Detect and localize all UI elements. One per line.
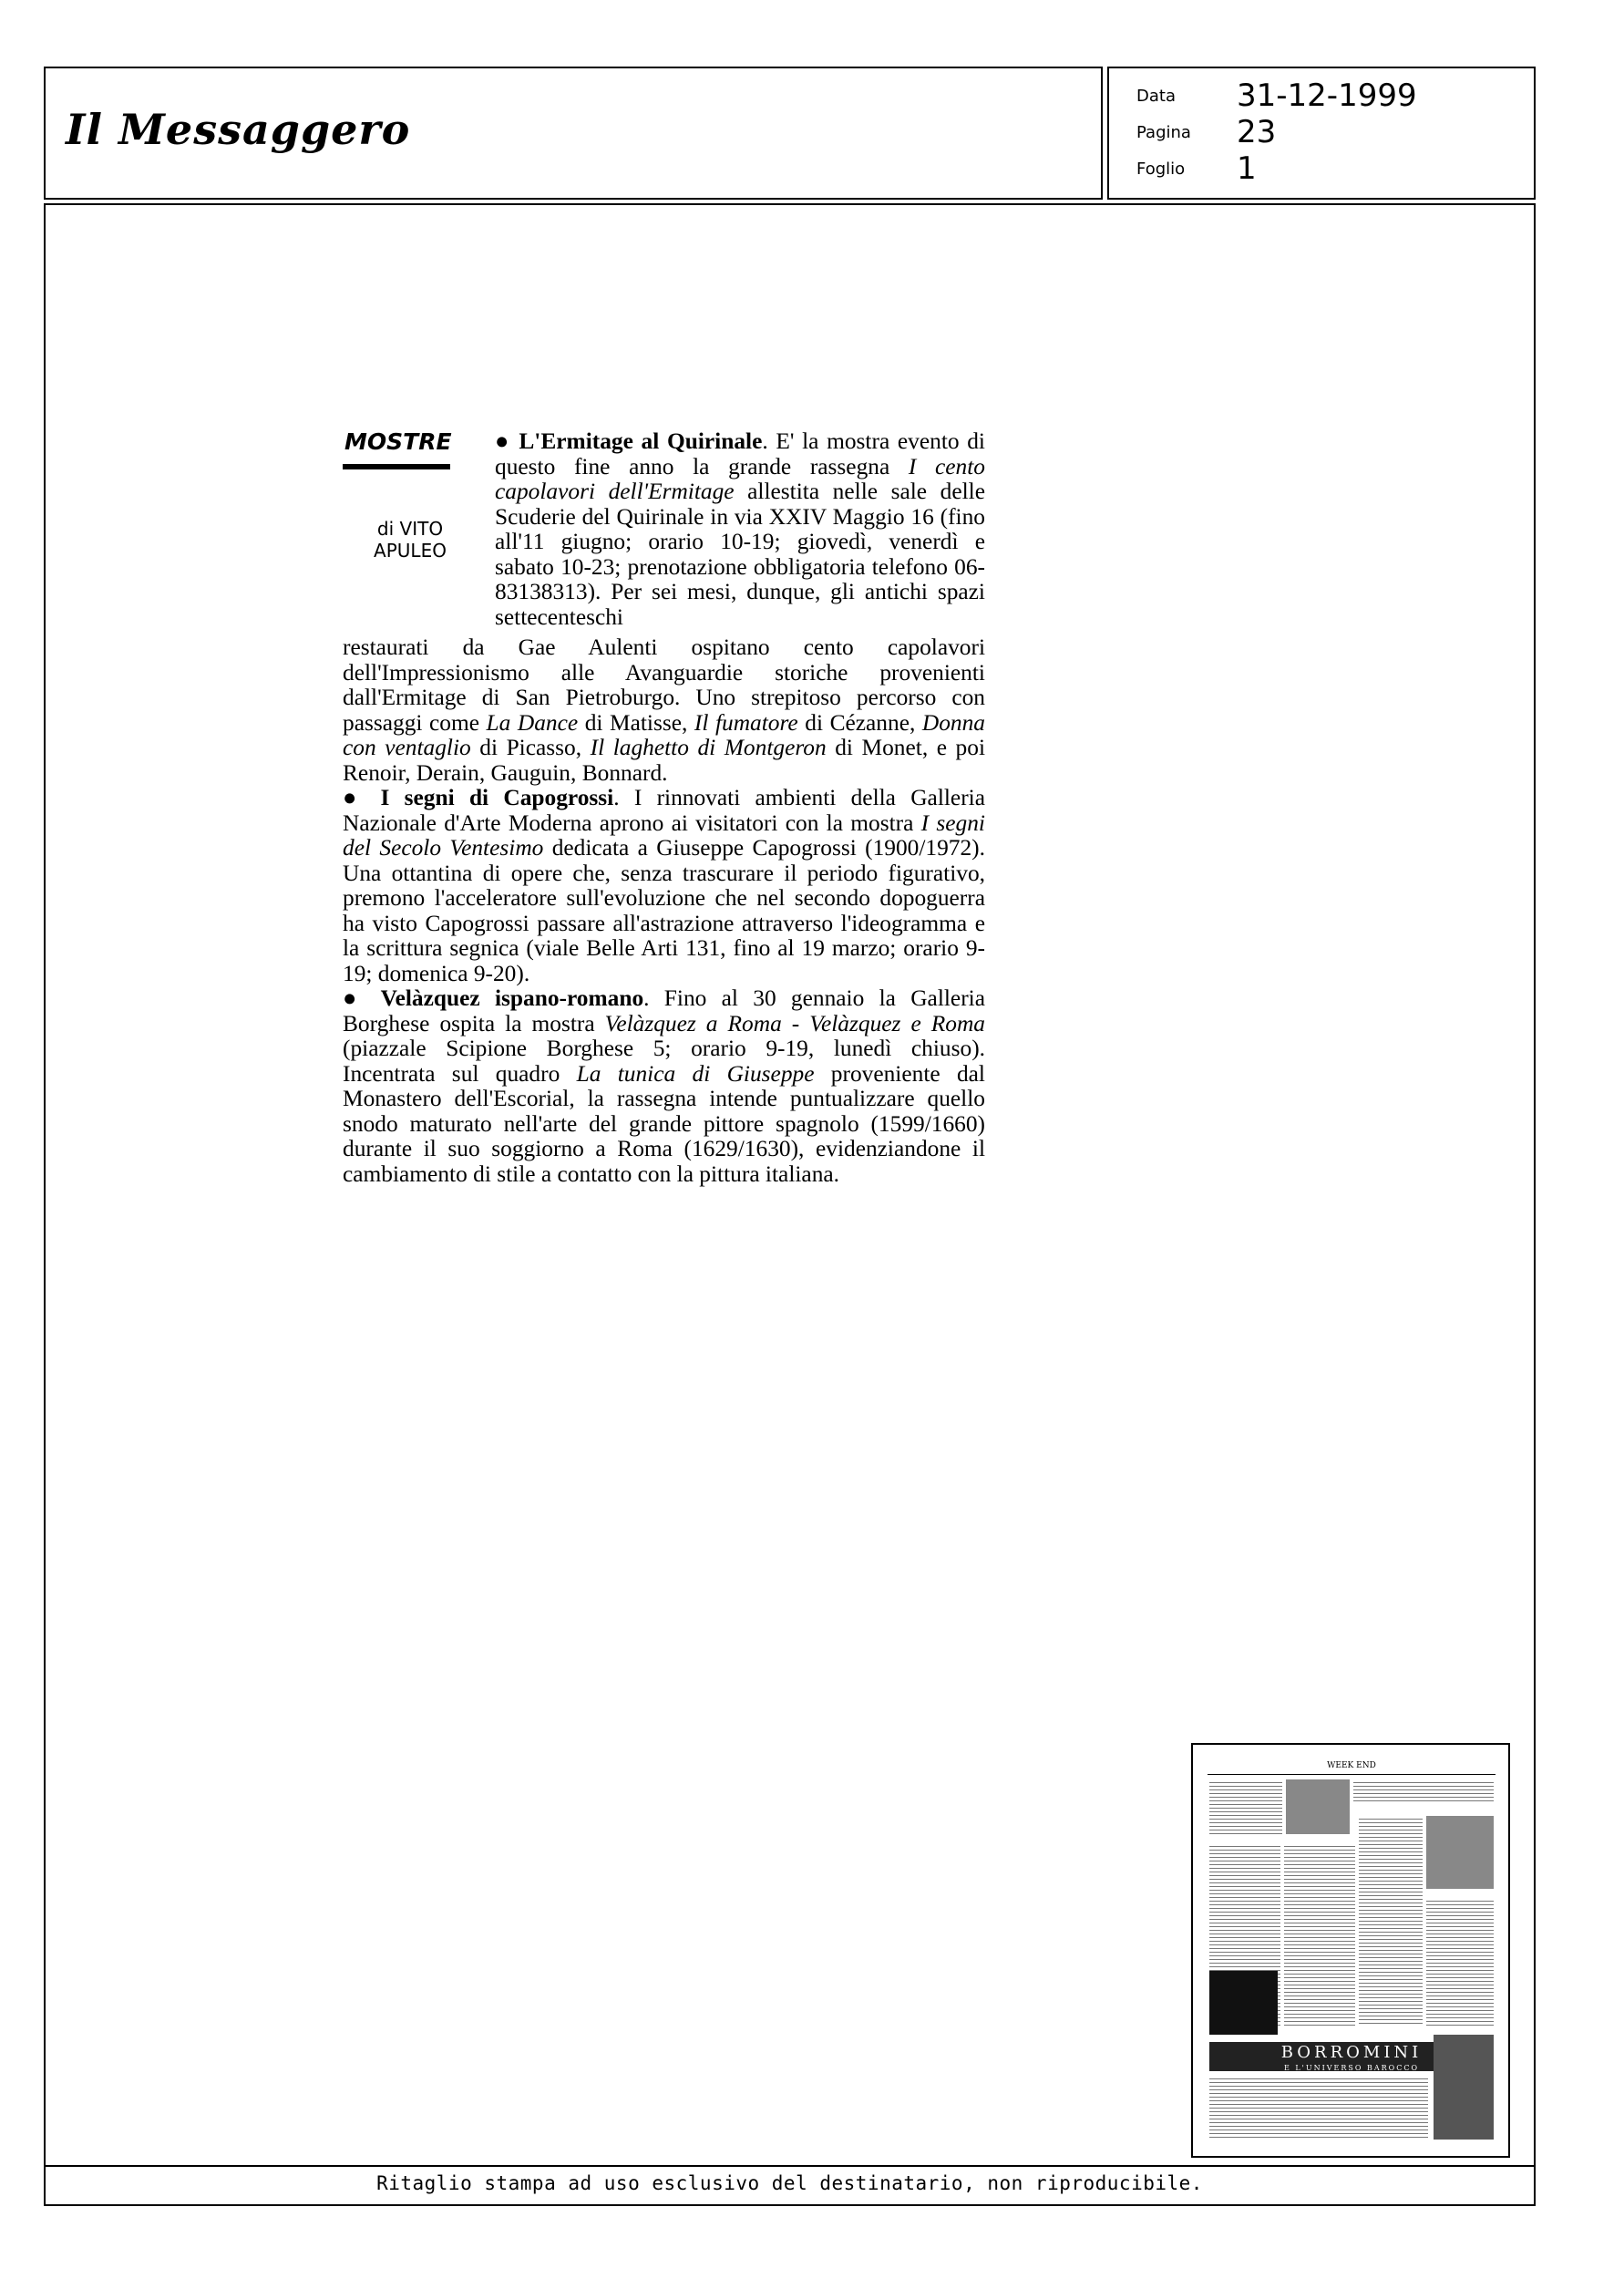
text-run: di Picasso, xyxy=(470,735,591,760)
thumbnail-header: WEEK END xyxy=(1208,1761,1496,1775)
paragraph-capogrossi xyxy=(343,786,985,986)
text-run: . E' la mostra evento di questo fine anno la grande rassegna xyxy=(495,428,985,480)
article-column-top xyxy=(495,429,985,630)
thumbnail-column xyxy=(1209,2076,1428,2140)
text-run: proveniente dal Monastero dell'Escorial, la rassegna intende puntualizzare quello snodo maturato nell'arte del grande pittore spagnolo (1599/1660) durante il suo soggiorno a Roma (1629/1630), evidenziandone il cambiamento di stile a contatto con la pittura italiana. xyxy=(343,1060,985,1187)
meta-label-foglio: Foglio xyxy=(1136,159,1186,179)
italic-title: La Dance xyxy=(486,709,579,736)
text-run: . Fino al 30 gennaio la Galleria Borghese ospita la mostra xyxy=(343,985,985,1036)
byline xyxy=(369,518,451,562)
section-rule xyxy=(343,464,450,469)
italic-title: I segni del Secolo Ventesimo xyxy=(343,810,985,861)
article-column-bottom xyxy=(343,635,985,1187)
meta-row-pagina xyxy=(1136,114,1276,150)
newspaper-masthead: Il Messaggero xyxy=(66,105,411,154)
text-run: (piazzale Scipione Borghese 5; orario 9-19, lunedì chiuso). Incentrata sul quadro xyxy=(343,1036,985,1087)
footer-frame xyxy=(44,2165,1536,2206)
meta-value-foglio: 1 xyxy=(1237,150,1257,187)
meta-box xyxy=(1107,67,1536,200)
meta-label-pagina: Pagina xyxy=(1136,122,1191,142)
text-run: restaurati da Gae Aulenti ospitano cento capolavori dell'Impressionismo alle Avanguardie storiche provenienti dall'Ermitage di San Pietroburgo. Uno strepitoso percorso con passaggi come xyxy=(343,634,985,736)
paragraph-ermitage-start xyxy=(495,429,985,630)
byline-line-2: APULEO xyxy=(374,540,447,562)
italic-title: Donna con ventaglio xyxy=(343,709,985,760)
footer-notice: Ritaglio stampa ad uso esclusivo del destinatario, non riproducibile. xyxy=(376,2172,1203,2194)
meta-value-pagina: 23 xyxy=(1237,114,1277,150)
thumbnail-photo xyxy=(1426,1816,1494,1889)
thumbnail-column xyxy=(1353,1779,1494,1802)
text-run: di Cézanne, xyxy=(797,709,922,736)
text-run: di Monet, e poi Renoir, Derain, Gauguin, Bonnard. xyxy=(343,735,985,786)
italic-title: La tunica di Giuseppe xyxy=(576,1060,815,1087)
italic-title: Velàzquez a Roma - Velàzquez e Roma xyxy=(604,1010,985,1036)
meta-row-data xyxy=(1136,77,1417,114)
thumbnail-column xyxy=(1359,1816,1423,2026)
thumbnail-column xyxy=(1426,1898,1494,2026)
meta-label-data: Data xyxy=(1136,86,1176,106)
italic-title: Il laghetto di Montgeron xyxy=(590,735,827,760)
thumbnail-page xyxy=(1208,1761,1496,2144)
thumbnail-column xyxy=(1284,1843,1355,2026)
page-thumbnail xyxy=(1191,1743,1510,2158)
paragraph-velazquez xyxy=(343,986,985,1187)
bullet-icon: ● xyxy=(495,428,511,454)
thumbnail-banner: BORROMINI xyxy=(1209,2042,1494,2071)
paragraph-title-velazquez: Velàzquez ispano-romano xyxy=(380,985,644,1011)
thumbnail-photo xyxy=(1286,1779,1350,1834)
paragraph-ermitage-end xyxy=(343,635,985,786)
paragraph-title-ermitage: L'Ermitage al Quirinale xyxy=(519,428,763,454)
paragraph-title-capogrossi: I segni di Capogrossi xyxy=(380,785,614,810)
text-run: di Matisse, xyxy=(578,709,694,736)
thumbnail-column xyxy=(1209,1779,1282,1834)
italic-title: Il fumatore xyxy=(694,709,798,736)
section-title: MOSTRE xyxy=(344,428,452,455)
byline-line-1: di VITO xyxy=(376,518,444,540)
thumbnail-photo xyxy=(1434,2035,1494,2140)
text-run: . I rinnovati ambienti della Galleria Nazionale d'Arte Moderna aprono ai visitatori con la mostra xyxy=(343,785,985,836)
bullet-icon: ● xyxy=(343,785,366,810)
italic-title: I cento capolavori dell'Ermitage xyxy=(495,453,985,504)
thumbnail-dark-block xyxy=(1209,1971,1278,2035)
bullet-icon: ● xyxy=(343,985,366,1011)
meta-row-foglio xyxy=(1136,150,1257,187)
masthead-box xyxy=(44,67,1103,200)
thumbnail-banner-sub: E L'UNIVERSO BAROCCO xyxy=(1283,2064,1420,2072)
meta-value-data: 31-12-1999 xyxy=(1237,77,1417,114)
text-run: allestita nelle sale delle Scuderie del Quirinale in via XXIV Maggio 16 (fino all'11 giugno; orario 10-19; giovedì, venerdì e sabato 10-23; prenotazione obbligatoria telefono 06-83138313). Per sei mesi, dunque, gli antichi spazi settecenteschi xyxy=(495,479,985,630)
text-run: dedicata a Giuseppe Capogrossi (1900/1972). Una ottantina di opere che, senza trascurare il periodo figurativo, premono l'acceleratore sull'evoluzione che nel secondo dopoguerra ha visto Capogrossi passare all'astrazione attraverso l'ideogramma e la scrittura segnica (viale Belle Arti 131, fino al 19 marzo; orario 9-19; domenica 9-20). xyxy=(343,835,985,986)
